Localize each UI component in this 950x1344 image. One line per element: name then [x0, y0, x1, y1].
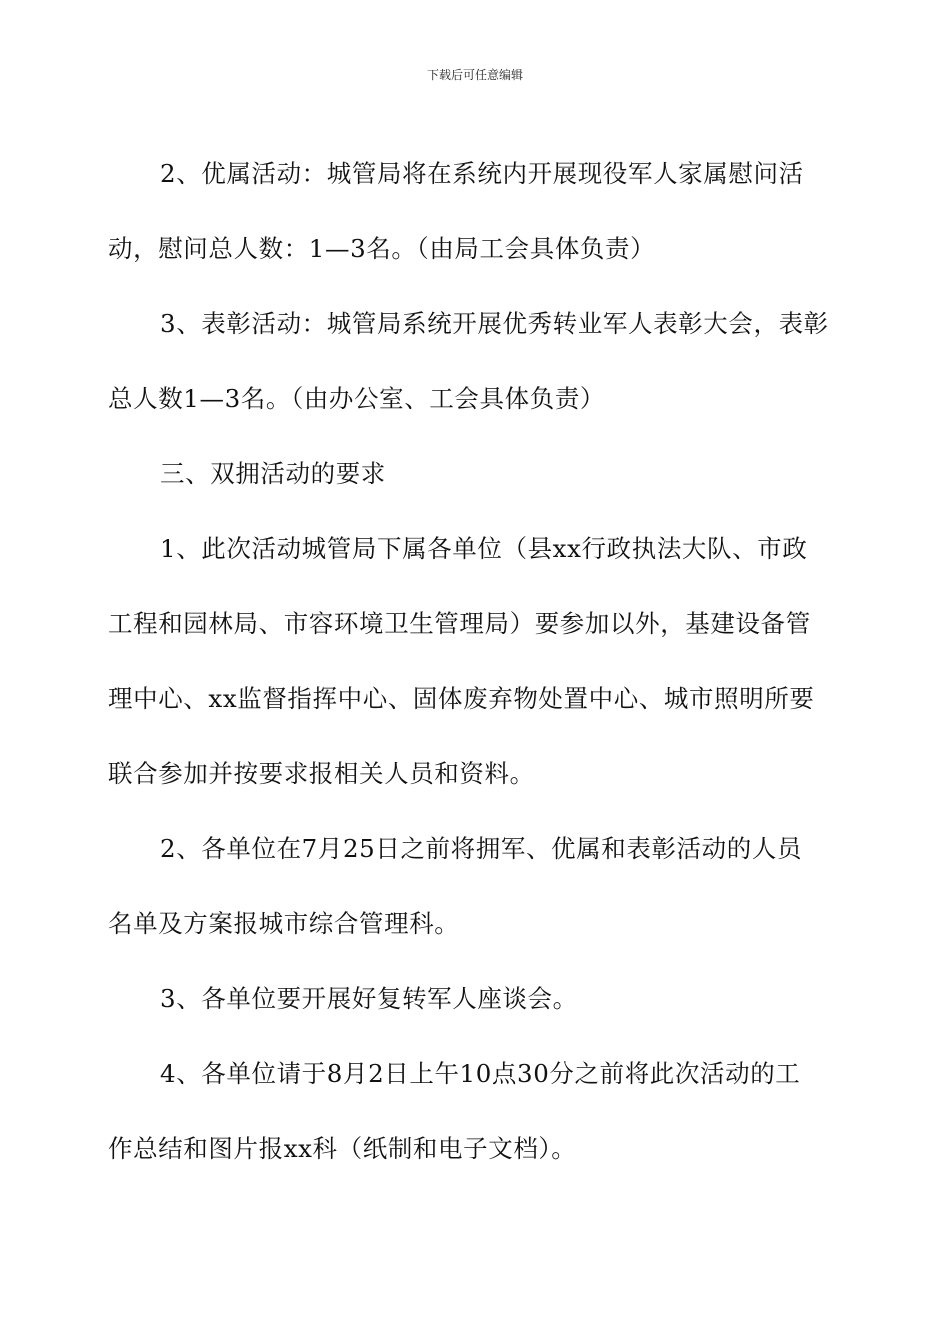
paragraph-requirement-4 [108, 1036, 843, 1186]
paragraph-line: 3、表彰活动：城管局系统开展优秀转业军人表彰大会，表彰 [160, 309, 829, 338]
paragraph-requirement-2 [108, 811, 843, 961]
paragraph-requirement-3 [108, 961, 843, 1036]
paragraph-biaozhang [108, 286, 843, 436]
paragraph-line: 动，慰问总人数：1—3名。（由局工会具体负责） [108, 234, 656, 263]
paragraph-line: 联合参加并按要求报相关人员和资料。 [108, 759, 535, 788]
paragraph-line: 理中心、xx监督指挥中心、固体废弃物处置中心、城市照明所要 [108, 684, 815, 713]
paragraph-line: 3、各单位要开展好复转军人座谈会。 [160, 984, 578, 1013]
page-header: 下载后可任意编辑 [426, 68, 523, 82]
paragraph-line: 工程和园林局、市容环境卫生管理局）要参加以外，基建设备管 [108, 609, 811, 638]
paragraph-line: 2、各单位在7月25日之前将拥军、优属和表彰活动的人员 [160, 834, 803, 863]
paragraph-line: 总人数1—3名。（由办公室、工会具体负责） [108, 384, 606, 413]
paragraph-requirement-1 [108, 511, 843, 811]
section-heading-requirements [108, 436, 843, 511]
paragraph-youshu [108, 136, 843, 286]
paragraph-line: 4、各单位请于8月2日上午10点30分之前将此次活动的工 [160, 1059, 801, 1088]
paragraph-line: 名单及方案报城市综合管理科。 [108, 909, 460, 938]
paragraph-line: 2、优属活动：城管局将在系统内开展现役军人家属慰问活 [160, 159, 804, 188]
document-body [108, 136, 843, 1186]
heading-line: 三、双拥活动的要求 [160, 459, 386, 488]
paragraph-line: 1、此次活动城管局下属各单位（县xx行政执法大队、市政 [160, 534, 808, 563]
paragraph-line: 作总结和图片报xx科（纸制和电子文档）。 [108, 1134, 577, 1163]
